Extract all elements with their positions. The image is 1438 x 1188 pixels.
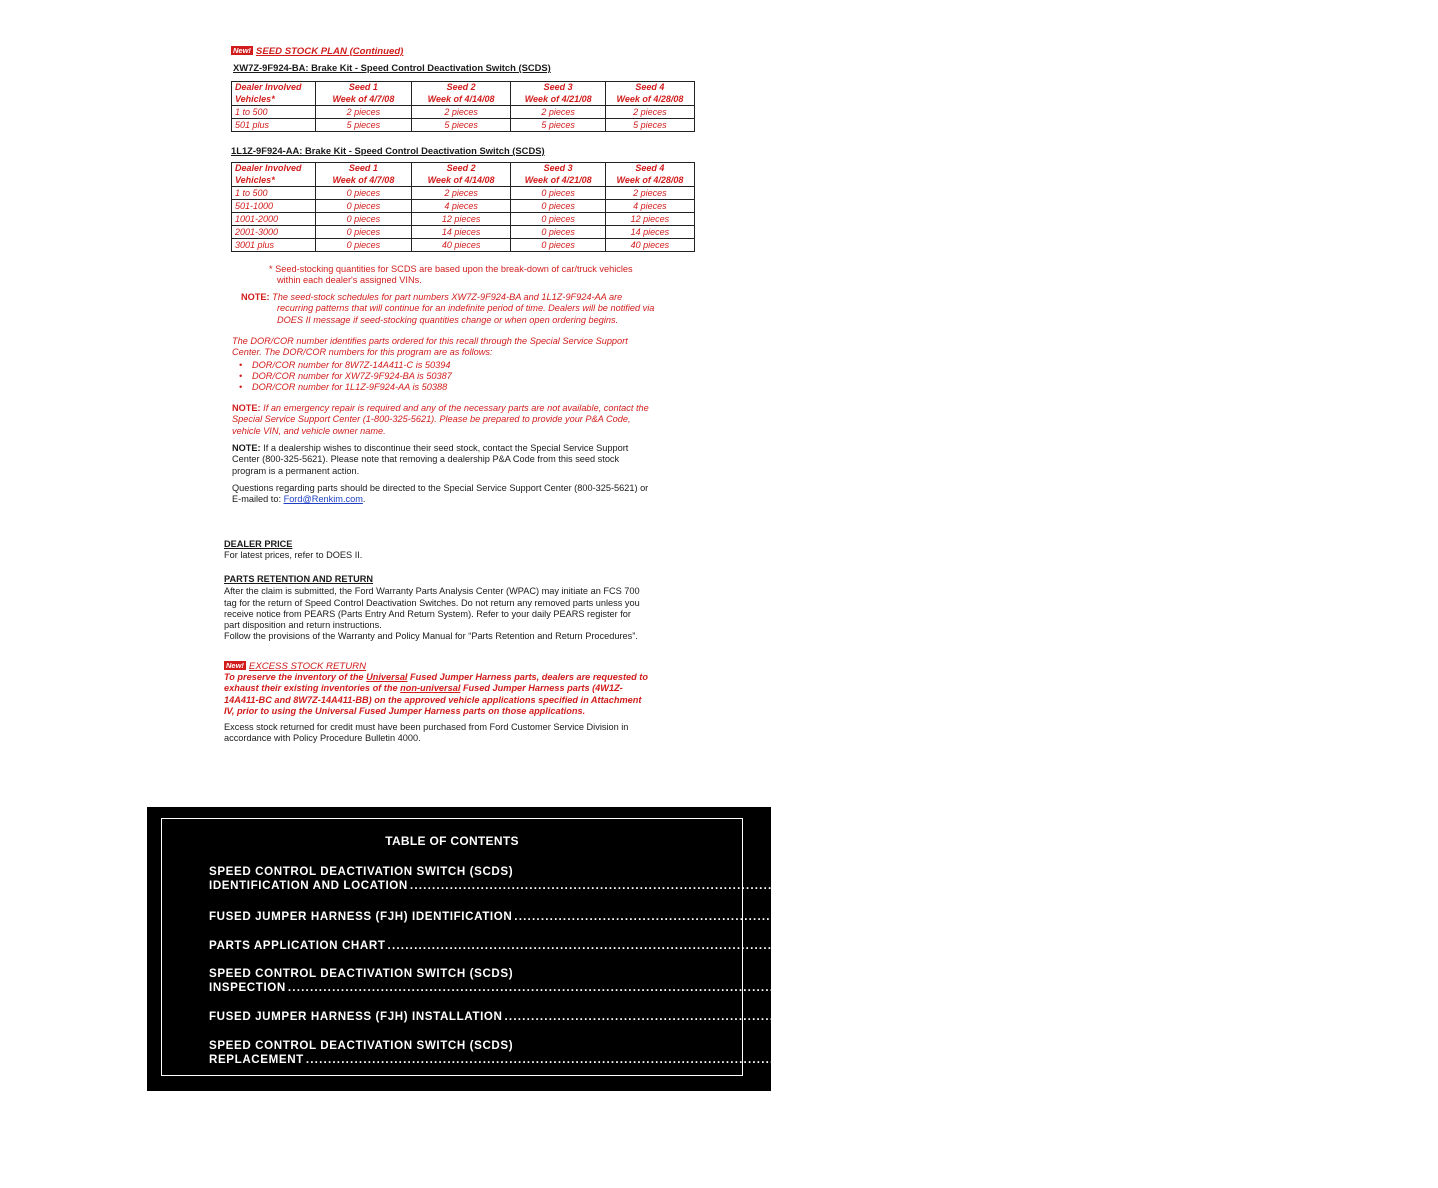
table-cell: 2 pieces (605, 106, 694, 119)
toc-title: TABLE OF CONTENTS (385, 834, 519, 848)
header-line: Seed 3 (543, 82, 573, 92)
toc-border (161, 818, 1438, 1076)
note-emergency-repair (232, 403, 698, 437)
note-discontinue-seed-stock (232, 443, 698, 477)
note-text: The seed-stock schedules for part numbers XW7Z-9F924-BA and 1L1Z-9F924-AA are (272, 292, 623, 302)
table-of-contents-panel (147, 807, 1438, 1091)
table-cell: 4 pieces (605, 200, 694, 213)
excess-text: IV, prior to using the Universal Fused Jumper Harness parts on those applications. (224, 705, 586, 716)
table-cell: 501 plus (232, 119, 316, 132)
section-heading: PARTS RETENTION AND RETURN (224, 574, 374, 584)
toc-entry-label: FUSED JUMPER HARNESS (FJH) IDENTIFICATION (209, 910, 513, 923)
table-cell: 1001-2000 (232, 213, 316, 226)
section-heading: DEALER PRICE (224, 539, 293, 549)
table-header-cell (316, 82, 412, 106)
toc-entry-heading: SPEED CONTROL DEACTIVATION SWITCH (SCDS) (209, 865, 514, 878)
footnote (269, 264, 633, 287)
note-label: NOTE: (232, 403, 261, 413)
header-line: Week of 4/14/08 (427, 93, 495, 104)
section-text: receive notice from PEARS (Parts Entry And Return System). Refer to your daily PEARS register for (224, 608, 631, 619)
header-line: Week of 4/7/08 (332, 93, 395, 104)
section-text: Excess stock returned for credit must have been purchased from Ford Customer Service Division in (224, 722, 629, 732)
toc-entry-heading: SPEED CONTROL DEACTIVATION SWITCH (SCDS) (209, 1039, 514, 1052)
table-cell: 0 pieces (316, 226, 412, 239)
excess-text: exhaust their existing inventories of the (224, 683, 401, 694)
dor-intro: Center. The DOR/COR numbers for this program are as follows: (232, 347, 493, 358)
header-line: Seed 1 (348, 82, 378, 92)
dor-cor-section (232, 336, 698, 393)
table-cell: 3001 plus (232, 239, 316, 252)
questions-text: Questions regarding parts should be directed to the Special Service Support Center (800-325-5621) or (232, 483, 649, 493)
list-item: • DOR/COR number for 8W7Z-14A411-C is 50394 (232, 360, 698, 371)
section-text: tag for the return of Speed Control Deactivation Switches. Do not return any removed parts unless you (224, 597, 640, 608)
new-badge: New! (233, 46, 251, 55)
toc-page-number: Page 5 (1273, 939, 1312, 952)
table-cell: 501-1000 (232, 200, 316, 213)
header-line: Seed 2 (446, 163, 476, 173)
excess-stock-credit (224, 722, 694, 745)
table-cell: 0 pieces (511, 213, 605, 226)
note-label: NOTE: (241, 292, 270, 302)
table-cell: 2 pieces (411, 187, 511, 200)
table-cell: 5 pieces (511, 119, 605, 132)
table-row (232, 119, 695, 132)
table-cell: 2001-3000 (232, 226, 316, 239)
toc-dot-leader: ........................................................................................................................................................................................................ (387, 939, 1272, 952)
table-cell: 12 pieces (605, 213, 694, 226)
section-text: part disposition and return instructions. (224, 620, 382, 631)
note-text: If an emergency repair is required and any of the necessary parts are not available, contact the (263, 403, 649, 413)
table-cell: 0 pieces (316, 213, 412, 226)
seed-stock-title: SEED STOCK PLAN (Continued) (255, 46, 404, 57)
table-cell: 0 pieces (511, 187, 605, 200)
table-header-row (232, 82, 695, 106)
excess-text: Fused Jumper Harness parts (4W1Z- (460, 683, 623, 694)
toc-page-number: Page 4 (1400, 910, 1438, 923)
header-line: Week of 4/28/08 (616, 174, 684, 185)
toc-entry-scds-inspection[interactable] (209, 967, 1213, 994)
header-line: Seed 1 (348, 163, 378, 173)
table-header-cell (511, 82, 605, 106)
table-row (232, 187, 695, 200)
table-header-cell (605, 82, 694, 106)
table-cell: 0 pieces (511, 200, 605, 213)
toc-dot-leader: ........................................................................................................................................................................................................ (409, 879, 1295, 892)
table-cell: 0 pieces (316, 200, 412, 213)
note-label: NOTE: (232, 443, 261, 453)
table-header-cell (605, 163, 694, 187)
table-cell: 0 pieces (511, 226, 605, 239)
table-header-cell (316, 163, 412, 187)
header-line: Vehicles* (235, 93, 275, 104)
table-row (232, 106, 695, 119)
table-cell: 1 to 500 (232, 106, 316, 119)
table-header-row (232, 163, 695, 187)
kit1-seed-table (231, 81, 695, 132)
header-line: Dealer Involved (235, 82, 302, 92)
header-line: Week of 4/14/08 (427, 174, 495, 185)
table-row (232, 226, 695, 239)
header-line: Seed 2 (446, 82, 476, 92)
footnote-line: within each dealer's assigned VINs. (277, 275, 422, 286)
questions-text: E-mailed to: (232, 494, 284, 505)
excess-stock-request (224, 672, 700, 717)
header-line: Seed 4 (635, 82, 665, 92)
header-line: Week of 4/21/08 (524, 93, 592, 104)
toc-page-number: Page 6 (1174, 981, 1213, 994)
table-cell: 2 pieces (411, 106, 511, 119)
toc-dot-leader: ........................................................................................................................................................................................................ (514, 910, 1399, 923)
footnote-line: * Seed-stocking quantities for SCDS are based upon the break-down of car/truck vehicles (269, 264, 633, 274)
dealer-price-section (224, 539, 362, 562)
note-text: If a dealership wishes to discontinue their seed stock, contact the Special Service Support (263, 443, 629, 453)
header-line: Seed 3 (543, 163, 573, 173)
table-cell: 0 pieces (316, 239, 412, 252)
kit1-title: XW7Z-9F924-BA: Brake Kit - Speed Control Deactivation Switch (SCDS) (233, 62, 551, 73)
seed-stock-title-row (231, 41, 403, 59)
toc-entry-parts-application-chart[interactable] (209, 939, 1312, 952)
header-line: Vehicles* (235, 174, 275, 185)
header-line: Week of 4/7/08 (332, 174, 395, 185)
excess-text: Universal (366, 672, 408, 682)
questions-paragraph (232, 483, 698, 506)
toc-entry-scds-replacement[interactable] (209, 1039, 1231, 1066)
toc-page-number: Page 2 (1296, 879, 1335, 892)
excess-text: To preserve the inventory of the (224, 672, 367, 682)
toc-entry-label: INSPECTION (209, 981, 286, 994)
section-heading: EXCESS STOCK RETURN (248, 661, 367, 672)
table-header-cell (232, 163, 316, 187)
new-badge: New! (226, 661, 244, 670)
toc-entry-label: FUSED JUMPER HARNESS (FJH) INSTALLATION (209, 1010, 503, 1023)
toc-entry-label: IDENTIFICATION AND LOCATION (209, 879, 408, 892)
toc-entry-label: REPLACEMENT (209, 1053, 304, 1066)
excess-text: non-universal (400, 683, 461, 694)
table-row (232, 213, 695, 226)
table-cell: 12 pieces (411, 213, 511, 226)
table-cell: 0 pieces (316, 187, 412, 200)
table-header-cell (511, 163, 605, 187)
table-row (232, 239, 695, 252)
section-text: accordance with Policy Procedure Bulletin 4000. (224, 733, 421, 744)
toc-entry-fjh-identification[interactable] (209, 910, 1438, 923)
section-text: For latest prices, refer to DOES II. (224, 550, 363, 561)
table-cell: 5 pieces (411, 119, 511, 132)
kit2-title: 1L1Z-9F924-AA: Brake Kit - Speed Control Deactivation Switch (SCDS) (231, 145, 545, 156)
toc-dot-leader: ........................................................................................................................................................................................................ (287, 981, 1173, 994)
note-text: recurring patterns that will continue for an indefinite period of time. Dealers will be notified via (277, 303, 655, 314)
email-link[interactable]: Ford@Renkim.com (283, 494, 363, 505)
toc-page-number: Page 8 (1192, 1053, 1231, 1066)
table-cell: 14 pieces (411, 226, 511, 239)
header-line: Seed 4 (635, 163, 665, 173)
toc-dot-leader: ........................................................................................................................................................................................................ (504, 1010, 1389, 1023)
table-header-cell (232, 82, 316, 106)
table-cell: 40 pieces (605, 239, 694, 252)
note-text: DOES II message if seed-stocking quantities change or when open ordering begins. (277, 314, 619, 325)
list-item: • DOR/COR number for XW7Z-9F924-BA is 50387 (232, 371, 698, 382)
note-seed-schedule (241, 292, 701, 326)
toc-entry-label: PARTS APPLICATION CHART (209, 939, 386, 952)
kit2-seed-table (231, 162, 695, 252)
table-row (232, 200, 695, 213)
table-cell: 14 pieces (605, 226, 694, 239)
table-cell: 40 pieces (411, 239, 511, 252)
parts-retention-section (224, 574, 694, 643)
table-cell: 5 pieces (316, 119, 412, 132)
note-text: vehicle VIN, and vehicle owner name. (232, 425, 386, 436)
table-cell: 2 pieces (605, 187, 694, 200)
section-text: Follow the provisions of the Warranty and Policy Manual for “Parts Retention and Return Procedures”. (224, 631, 638, 642)
header-line: Week of 4/28/08 (616, 93, 684, 104)
table-cell: 1 to 500 (232, 187, 316, 200)
questions-text: . (362, 494, 366, 505)
excess-text: Fused Jumper Harness parts, dealers are requested to (407, 672, 648, 682)
list-item: • DOR/COR number for 1L1Z-9F924-AA is 50388 (232, 382, 698, 393)
table-cell: 2 pieces (316, 106, 412, 119)
note-text: Center (800-325-5621). Please note that removing a dealership P&A Code from this seed stock (232, 454, 620, 465)
table-cell: 4 pieces (411, 200, 511, 213)
table-cell: 5 pieces (605, 119, 694, 132)
dor-intro: The DOR/COR number identifies parts ordered for this recall through the Special Service Support (232, 336, 628, 346)
table-header-cell (411, 82, 511, 106)
note-text: program is a permanent action. (232, 465, 360, 476)
note-text: Special Service Support Center (1-800-325-5621). Please be prepared to provide your P&A Code, (232, 414, 631, 425)
section-text: After the claim is submitted, the Ford Warranty Parts Analysis Center (WPAC) may initiate an FCS 700 (224, 586, 640, 597)
toc-entry-scds-identification[interactable] (209, 865, 1335, 892)
dor-list (232, 360, 698, 394)
header-line: Dealer Involved (235, 163, 302, 173)
table-cell: 0 pieces (511, 239, 605, 252)
toc-dot-leader: ........................................................................................................................................................................................................ (305, 1053, 1191, 1066)
header-line: Week of 4/21/08 (524, 174, 592, 185)
table-cell: 2 pieces (511, 106, 605, 119)
toc-entry-heading: SPEED CONTROL DEACTIVATION SWITCH (SCDS) (209, 967, 514, 980)
excess-text: 14A411-BC and 8W7Z-14A411-BB) on the approved vehicle applications specified in Attachment (224, 694, 642, 705)
table-header-cell (411, 163, 511, 187)
toc-entry-fjh-installation[interactable] (209, 1010, 1429, 1023)
toc-page-number: Page 7 (1390, 1010, 1429, 1023)
